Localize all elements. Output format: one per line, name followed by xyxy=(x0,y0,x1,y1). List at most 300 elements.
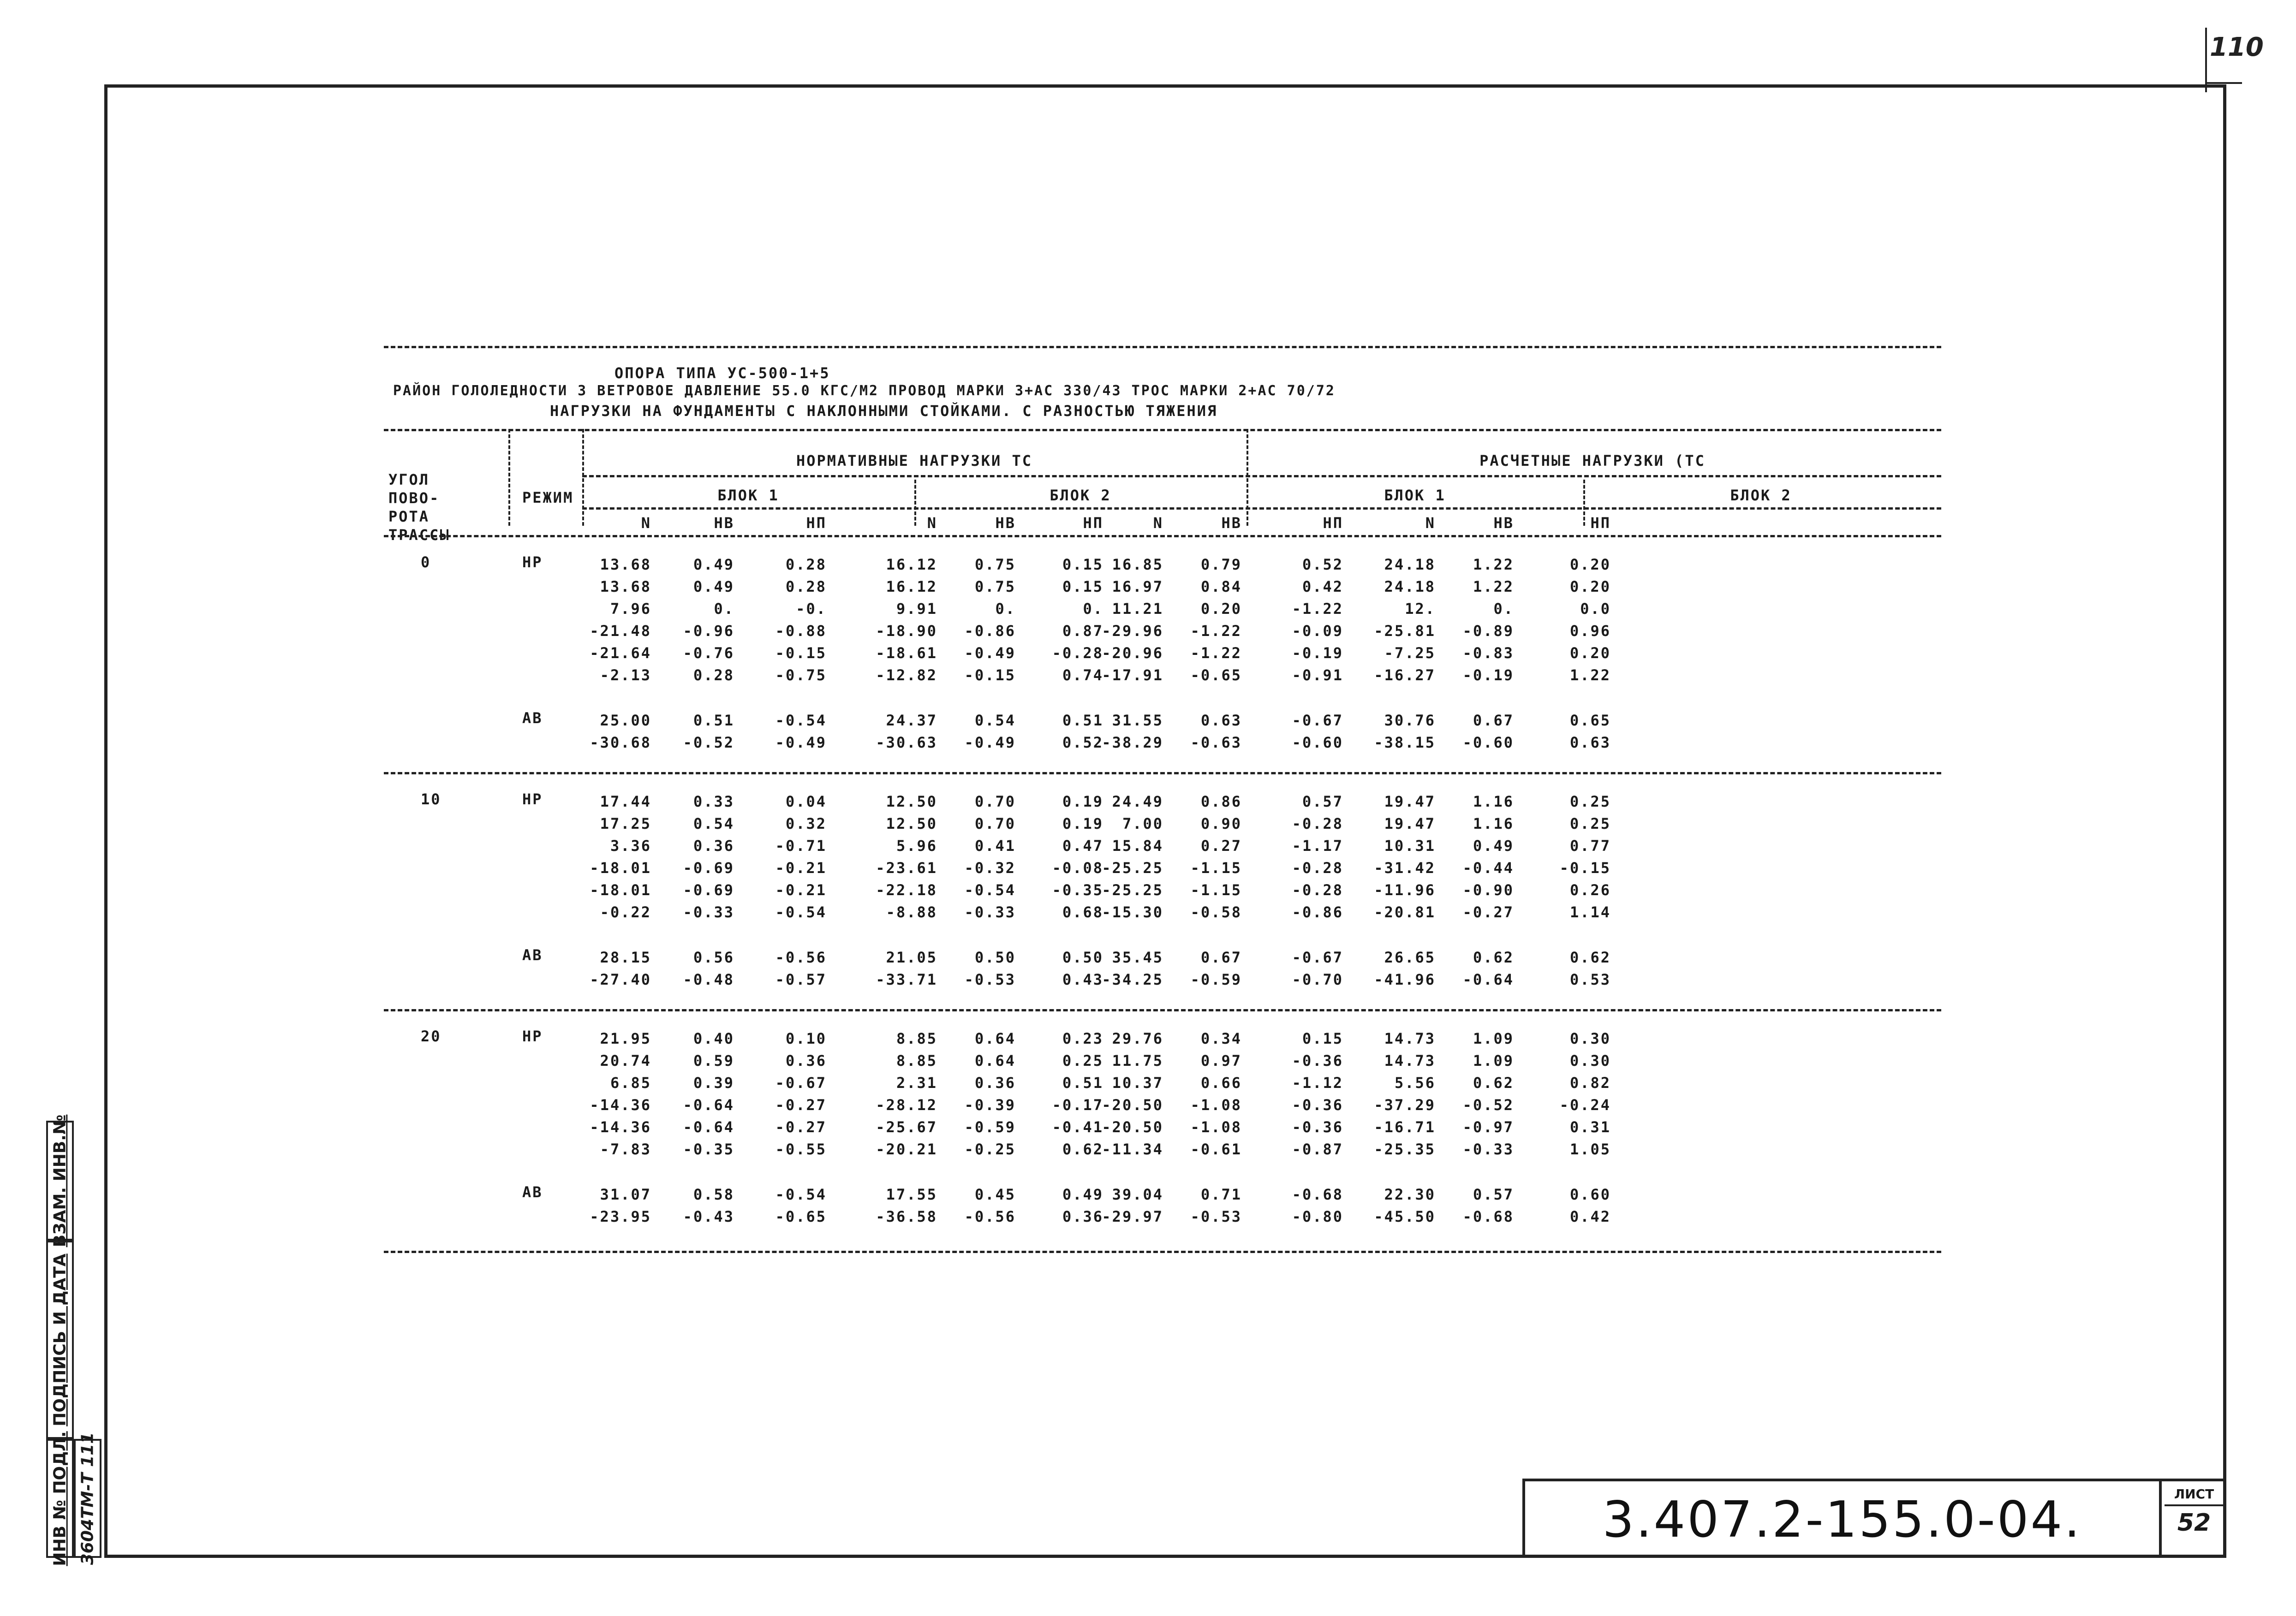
rule-group-separator xyxy=(384,772,1941,774)
header-norm-block1: БЛОК 1 xyxy=(717,487,779,504)
cell-np: 0.25 xyxy=(1569,793,1611,810)
cell-np: -0.08 xyxy=(1052,859,1103,877)
cell-n: 24.18 xyxy=(1384,578,1436,595)
cell-nv: 1.09 xyxy=(1473,1030,1514,1047)
cell-n: 5.96 xyxy=(896,837,937,855)
cell-nv: 0.64 xyxy=(974,1030,1016,1047)
cell-nv: 0.54 xyxy=(693,815,734,832)
header-normative: НОРМАТИВНЫЕ НАГРУЗКИ ТС xyxy=(796,452,1033,469)
cell-np: -0.71 xyxy=(775,837,827,855)
cell-nv: -1.15 xyxy=(1190,881,1242,899)
cell-nv: 0.54 xyxy=(974,712,1016,729)
cell-nv: 1.16 xyxy=(1473,793,1514,810)
cell-np: 0.62 xyxy=(1062,1141,1103,1158)
cell-np: 0.15 xyxy=(1062,578,1103,595)
cell-n: -34.25 xyxy=(1102,971,1163,988)
cell-np: 0.10 xyxy=(785,1030,827,1047)
cell-n: -31.42 xyxy=(1374,859,1436,877)
cell-np: 0.57 xyxy=(1302,793,1343,810)
vrule-norm-design xyxy=(1246,429,1248,526)
cell-n: -17.91 xyxy=(1102,666,1163,684)
cell-nv: -1.15 xyxy=(1190,859,1242,877)
cell-nv: -0.60 xyxy=(1462,734,1514,751)
cell-np: -0.65 xyxy=(775,1208,827,1225)
cell-nv: 0.49 xyxy=(693,556,734,573)
cell-nv: -0.27 xyxy=(1462,903,1514,921)
cell-np: -0.19 xyxy=(1292,644,1343,662)
cell-n: 8.85 xyxy=(896,1030,937,1047)
cell-n: 21.05 xyxy=(886,949,937,966)
col-header-np: НП xyxy=(806,514,827,532)
cell-nv: -0.76 xyxy=(683,644,734,662)
header-angle-3: РОТА xyxy=(388,508,430,525)
cell-n: 16.12 xyxy=(886,556,937,573)
cell-n: -38.29 xyxy=(1102,734,1163,751)
cell-n: 9.91 xyxy=(896,600,937,618)
cell-np: 0.60 xyxy=(1569,1186,1611,1203)
cell-n: -27.40 xyxy=(590,971,651,988)
cell-np: 0.50 xyxy=(1062,949,1103,966)
cell-nv: 0.36 xyxy=(693,837,734,855)
cell-np: -0.67 xyxy=(1292,949,1343,966)
cell-n: -25.67 xyxy=(876,1118,937,1136)
cell-np: 0.52 xyxy=(1062,734,1103,751)
cell-np: -0.70 xyxy=(1292,971,1343,988)
cell-n: 7.96 xyxy=(610,600,651,618)
cell-nv: 0.20 xyxy=(1200,600,1242,618)
cell-np: -0.21 xyxy=(775,859,827,877)
angle-label: 0 xyxy=(421,553,431,571)
cell-n: -11.34 xyxy=(1102,1141,1163,1158)
cell-np: 0.74 xyxy=(1062,666,1103,684)
cell-n: 11.21 xyxy=(1112,600,1163,618)
cell-n: -7.83 xyxy=(600,1141,651,1158)
cell-np: -0.54 xyxy=(775,712,827,729)
cell-nv: 0.36 xyxy=(974,1074,1016,1092)
cell-n: -7.25 xyxy=(1384,644,1436,662)
col-header-nv: НВ xyxy=(714,514,734,532)
cell-n: -29.97 xyxy=(1102,1208,1163,1225)
cell-nv: -0.83 xyxy=(1462,644,1514,662)
binding-signature-date xyxy=(46,1241,74,1439)
header-angle-4: ТРАССЫ xyxy=(388,526,450,544)
cell-n: 7.00 xyxy=(1122,815,1163,832)
cell-nv: -0.49 xyxy=(964,734,1016,751)
cell-n: 30.76 xyxy=(1384,712,1436,729)
cell-np: -0.67 xyxy=(775,1074,827,1092)
cell-n: 28.15 xyxy=(600,949,651,966)
cell-nv: 0.63 xyxy=(1200,712,1242,729)
cell-np: -0.36 xyxy=(1292,1052,1343,1069)
cell-n: -30.68 xyxy=(590,734,651,751)
vrule-angle xyxy=(508,429,510,526)
cell-nv: -0.58 xyxy=(1190,903,1242,921)
cell-np: -0.24 xyxy=(1559,1096,1611,1114)
cell-np: -1.17 xyxy=(1292,837,1343,855)
cell-np: 0.49 xyxy=(1062,1186,1103,1203)
cell-n: 16.97 xyxy=(1112,578,1163,595)
cell-np: -1.12 xyxy=(1292,1074,1343,1092)
cell-n: -11.96 xyxy=(1374,881,1436,899)
cell-nv: -0.54 xyxy=(964,881,1016,899)
cell-np: 0.47 xyxy=(1062,837,1103,855)
cell-nv: 0.27 xyxy=(1200,837,1242,855)
cell-np: 0.65 xyxy=(1569,712,1611,729)
cell-n: 17.25 xyxy=(600,815,651,832)
header-design-block2: БЛОК 2 xyxy=(1730,487,1792,504)
cell-nv: 0.66 xyxy=(1200,1074,1242,1092)
cell-np: -0.21 xyxy=(775,881,827,899)
cell-np: 0.30 xyxy=(1569,1052,1611,1069)
cell-n: -16.71 xyxy=(1374,1118,1436,1136)
cell-n: 8.85 xyxy=(896,1052,937,1069)
col-header-n: N xyxy=(641,514,651,532)
cell-n: -20.50 xyxy=(1102,1118,1163,1136)
cell-np: 0.28 xyxy=(785,578,827,595)
cell-nv: -0.32 xyxy=(964,859,1016,877)
cell-n: 11.75 xyxy=(1112,1052,1163,1069)
cell-nv: -1.22 xyxy=(1190,644,1242,662)
binding-strip xyxy=(46,1114,115,1566)
cell-nv: 1.09 xyxy=(1473,1052,1514,1069)
cell-n: 24.18 xyxy=(1384,556,1436,573)
cell-n: 24.37 xyxy=(886,712,937,729)
binding-note: 3604ТМ-Т 111 xyxy=(78,1432,97,1565)
col-header-n: N xyxy=(927,514,937,532)
cell-np: 0.20 xyxy=(1569,578,1611,595)
rule-header-bottom xyxy=(384,535,1941,537)
cell-nv: -1.08 xyxy=(1190,1118,1242,1136)
cell-n: -20.81 xyxy=(1374,903,1436,921)
cell-n: 12.50 xyxy=(886,793,937,810)
cell-np: -0.57 xyxy=(775,971,827,988)
cell-n: 25.00 xyxy=(600,712,651,729)
cell-nv: -0.39 xyxy=(964,1096,1016,1114)
cell-np: -0.35 xyxy=(1052,881,1103,899)
cell-nv: -0.64 xyxy=(1462,971,1514,988)
cell-nv: -0.61 xyxy=(1190,1141,1242,1158)
cell-n: -38.15 xyxy=(1374,734,1436,751)
title-line-2: РАЙОН ГОЛОЛЕДНОСТИ 3 ВЕТРОВОЕ ДАВЛЕНИЕ 55.0 КГС/М2 ПРОВОД МАРКИ 3+АС 330/43 ТРОС МАРКИ 2+АС 70/72 xyxy=(393,383,1336,399)
cell-np: 0.77 xyxy=(1569,837,1611,855)
cell-nv: -0.64 xyxy=(683,1096,734,1114)
cell-nv: -0.33 xyxy=(1462,1141,1514,1158)
cell-np: -0.56 xyxy=(775,949,827,966)
cell-np: 0.53 xyxy=(1569,971,1611,988)
cell-n: 20.74 xyxy=(600,1052,651,1069)
cell-n: 24.49 xyxy=(1112,793,1163,810)
cell-np: -0.27 xyxy=(775,1096,827,1114)
cell-np: 0. xyxy=(1083,600,1103,618)
cell-np: -0.55 xyxy=(775,1141,827,1158)
cell-n: 10.37 xyxy=(1112,1074,1163,1092)
load-table-printout xyxy=(384,346,1941,1342)
cell-n: 17.55 xyxy=(886,1186,937,1203)
cell-np: -0.17 xyxy=(1052,1096,1103,1114)
cell-n: -33.71 xyxy=(876,971,937,988)
cell-nv: -0.33 xyxy=(683,903,734,921)
cell-n: 31.07 xyxy=(600,1186,651,1203)
cell-nv: -0.49 xyxy=(964,644,1016,662)
cell-nv: -0.15 xyxy=(964,666,1016,684)
cell-nv: 0.40 xyxy=(693,1030,734,1047)
cell-n: -18.61 xyxy=(876,644,937,662)
mode-label: АВ xyxy=(522,709,543,727)
cell-n: 2.31 xyxy=(896,1074,937,1092)
cell-np: 0.42 xyxy=(1302,578,1343,595)
cell-nv: 0. xyxy=(995,600,1016,618)
cell-n: -14.36 xyxy=(590,1096,651,1114)
cell-n: -23.95 xyxy=(590,1208,651,1225)
cell-np: 0.68 xyxy=(1062,903,1103,921)
cell-n: 3.36 xyxy=(610,837,651,855)
cell-np: 0.0 xyxy=(1580,600,1611,618)
cell-np: 0.96 xyxy=(1569,622,1611,640)
cell-np: -0.28 xyxy=(1292,815,1343,832)
cell-n: -23.61 xyxy=(876,859,937,877)
cell-nv: -0.44 xyxy=(1462,859,1514,877)
cell-np: -0.28 xyxy=(1052,644,1103,662)
cell-nv: 0.50 xyxy=(974,949,1016,966)
cell-np: -0. xyxy=(796,600,827,618)
cell-nv: -0.89 xyxy=(1462,622,1514,640)
header-design: РАСЧЕТНЫЕ НАГРУЗКИ (ТС xyxy=(1479,452,1706,469)
cell-nv: -0.59 xyxy=(964,1118,1016,1136)
cell-n: 17.44 xyxy=(600,793,651,810)
cell-nv: 0.62 xyxy=(1473,1074,1514,1092)
cell-np: -0.60 xyxy=(1292,734,1343,751)
cell-np: 0.23 xyxy=(1062,1030,1103,1047)
cell-nv: 0.62 xyxy=(1473,949,1514,966)
cell-nv: -0.48 xyxy=(683,971,734,988)
header-angle-2: ПОВО- xyxy=(388,489,440,507)
cell-np: -0.41 xyxy=(1052,1118,1103,1136)
cell-np: 0.30 xyxy=(1569,1030,1611,1047)
cell-n: -28.12 xyxy=(876,1096,937,1114)
col-header-n: N xyxy=(1153,514,1163,532)
cell-np: -1.22 xyxy=(1292,600,1343,618)
vrule-mode xyxy=(582,429,584,526)
cell-n: -15.30 xyxy=(1102,903,1163,921)
binding-signature-date-label: ПОДПИСЬ И ДАТА xyxy=(50,1253,70,1426)
title-block xyxy=(1522,1479,2159,1558)
cell-nv: -0.63 xyxy=(1190,734,1242,751)
cell-n: -21.64 xyxy=(590,644,651,662)
cell-np: -0.91 xyxy=(1292,666,1343,684)
cell-n: -16.27 xyxy=(1374,666,1436,684)
cell-np: 0.31 xyxy=(1569,1118,1611,1136)
cell-nv: 0.70 xyxy=(974,793,1016,810)
rule-header-sub xyxy=(582,507,1941,510)
cell-n: -36.58 xyxy=(876,1208,937,1225)
cell-np: 0.43 xyxy=(1062,971,1103,988)
cell-n: 14.73 xyxy=(1384,1030,1436,1047)
cell-n: 13.68 xyxy=(600,556,651,573)
cell-n: 35.45 xyxy=(1112,949,1163,966)
header-angle xyxy=(388,470,450,544)
cell-nv: 0.41 xyxy=(974,837,1016,855)
cell-np: 0.04 xyxy=(785,793,827,810)
cell-n: 12.50 xyxy=(886,815,937,832)
cell-np: 0.36 xyxy=(1062,1208,1103,1225)
cell-nv: 0.34 xyxy=(1200,1030,1242,1047)
cell-n: -25.25 xyxy=(1102,859,1163,877)
cell-n: -25.81 xyxy=(1374,622,1436,640)
sheet-label: ЛИСТ xyxy=(2165,1484,2224,1506)
cell-np: -0.54 xyxy=(775,1186,827,1203)
cell-nv: 0.67 xyxy=(1473,712,1514,729)
cell-n: 10.31 xyxy=(1384,837,1436,855)
cell-n: -30.63 xyxy=(876,734,937,751)
cell-n: -25.35 xyxy=(1374,1141,1436,1158)
header-angle-1: УГОЛ xyxy=(388,471,430,488)
cell-nv: -1.22 xyxy=(1190,622,1242,640)
cell-nv: 0.58 xyxy=(693,1186,734,1203)
cell-np: 0.25 xyxy=(1062,1052,1103,1069)
cell-np: 0.42 xyxy=(1569,1208,1611,1225)
mode-label: АВ xyxy=(522,1183,543,1201)
col-header-np: НП xyxy=(1323,514,1343,532)
cell-nv: 1.16 xyxy=(1473,815,1514,832)
cell-nv: 0.70 xyxy=(974,815,1016,832)
cell-nv: -0.68 xyxy=(1462,1208,1514,1225)
cell-n: 6.85 xyxy=(610,1074,651,1092)
cell-n: -18.01 xyxy=(590,859,651,877)
binding-replaces-inv-label: ВЗАМ. ИНВ.№ xyxy=(50,1114,70,1247)
cell-n: -20.21 xyxy=(876,1141,937,1158)
cell-np: -0.87 xyxy=(1292,1141,1343,1158)
cell-np: 0.87 xyxy=(1062,622,1103,640)
cell-n: 19.47 xyxy=(1384,815,1436,832)
cell-n: 21.95 xyxy=(600,1030,651,1047)
title-line-1: ОПОРА ТИПА УС-500-1+5 xyxy=(614,364,830,382)
cell-np: -0.88 xyxy=(775,622,827,640)
cell-nv: -0.56 xyxy=(964,1208,1016,1225)
cell-nv: 0.28 xyxy=(693,666,734,684)
cell-nv: -0.69 xyxy=(683,881,734,899)
title-line-3: НАГРУЗКИ НА ФУНДАМЕНТЫ С НАКЛОННЫМИ СТОЙКАМИ. С РАЗНОСТЬЮ ТЯЖЕНИЯ xyxy=(550,402,1218,420)
angle-label: 20 xyxy=(421,1028,441,1045)
cell-np: -0.15 xyxy=(775,644,827,662)
angle-label: 10 xyxy=(421,790,441,808)
cell-n: -29.96 xyxy=(1102,622,1163,640)
cell-np: -0.15 xyxy=(1559,859,1611,877)
mode-label: НР xyxy=(522,553,543,571)
rule-bottom xyxy=(384,1251,1941,1253)
cell-np: -0.67 xyxy=(1292,712,1343,729)
cell-n: 29.76 xyxy=(1112,1030,1163,1047)
binding-inv-orig-label: ИНВ № ПОДЛ. xyxy=(50,1431,70,1566)
cell-nv: 0.67 xyxy=(1200,949,1242,966)
cell-n: -20.96 xyxy=(1102,644,1163,662)
mode-label: НР xyxy=(522,1028,543,1045)
binding-note-cell xyxy=(74,1432,101,1565)
cell-nv: 1.22 xyxy=(1473,556,1514,573)
cell-nv: -0.90 xyxy=(1462,881,1514,899)
cell-n: -45.50 xyxy=(1374,1208,1436,1225)
cell-np: 0.51 xyxy=(1062,1074,1103,1092)
cell-nv: 0.84 xyxy=(1200,578,1242,595)
cell-np: 0.19 xyxy=(1062,793,1103,810)
binding-inv-orig xyxy=(46,1431,74,1566)
cell-np: -0.36 xyxy=(1292,1096,1343,1114)
cell-np: 0.51 xyxy=(1062,712,1103,729)
document-code: 3.407.2-155.0-04. xyxy=(1602,1491,2082,1549)
cell-n: -12.82 xyxy=(876,666,937,684)
cell-np: 0.82 xyxy=(1569,1074,1611,1092)
cell-nv: 0. xyxy=(1493,600,1514,618)
cell-nv: -0.33 xyxy=(964,903,1016,921)
cell-np: 1.14 xyxy=(1569,903,1611,921)
cell-nv: -0.64 xyxy=(683,1118,734,1136)
cell-nv: -0.52 xyxy=(683,734,734,751)
cell-nv: 0.57 xyxy=(1473,1186,1514,1203)
cell-n: 16.85 xyxy=(1112,556,1163,573)
cell-np: -0.27 xyxy=(775,1118,827,1136)
col-header-nv: НВ xyxy=(1493,514,1514,532)
rule-header-mid xyxy=(582,475,1941,477)
cell-nv: 0.56 xyxy=(693,949,734,966)
cell-n: 19.47 xyxy=(1384,793,1436,810)
cell-np: 0.63 xyxy=(1569,734,1611,751)
col-header-nv: НВ xyxy=(1221,514,1242,532)
cell-np: 1.05 xyxy=(1569,1141,1611,1158)
cell-n: 39.04 xyxy=(1112,1186,1163,1203)
cell-np: 0.15 xyxy=(1062,556,1103,573)
cell-n: -20.50 xyxy=(1102,1096,1163,1114)
header-design-block1: БЛОК 1 xyxy=(1384,487,1446,504)
rule-top xyxy=(384,346,1941,348)
cell-n: 15.84 xyxy=(1112,837,1163,855)
col-header-np: НП xyxy=(1083,514,1103,532)
corner-page-number: 110 xyxy=(2210,32,2264,62)
cell-nv: -0.96 xyxy=(683,622,734,640)
cell-np: 0.20 xyxy=(1569,556,1611,573)
cell-np: 0.15 xyxy=(1302,1030,1343,1047)
cell-nv: 0.49 xyxy=(1473,837,1514,855)
cell-np: -0.54 xyxy=(775,903,827,921)
cell-n: 5.56 xyxy=(1394,1074,1436,1092)
cell-np: -0.09 xyxy=(1292,622,1343,640)
sheet-number: 52 xyxy=(2177,1509,2211,1537)
cell-n: -25.25 xyxy=(1102,881,1163,899)
cell-nv: -0.52 xyxy=(1462,1096,1514,1114)
cell-np: 0.25 xyxy=(1569,815,1611,832)
cell-nv: 1.22 xyxy=(1473,578,1514,595)
cell-nv: 0.45 xyxy=(974,1186,1016,1203)
col-header-n: N xyxy=(1425,514,1436,532)
cell-nv: -0.65 xyxy=(1190,666,1242,684)
cell-nv: -0.35 xyxy=(683,1141,734,1158)
cell-n: -22.18 xyxy=(876,881,937,899)
cell-n: -41.96 xyxy=(1374,971,1436,988)
cell-nv: -0.59 xyxy=(1190,971,1242,988)
cell-nv: 0.90 xyxy=(1200,815,1242,832)
cell-n: -14.36 xyxy=(590,1118,651,1136)
cell-np: 0.26 xyxy=(1569,881,1611,899)
header-norm-block2: БЛОК 2 xyxy=(1050,487,1111,504)
cell-nv: 0.71 xyxy=(1200,1186,1242,1203)
cell-n: -18.90 xyxy=(876,622,937,640)
cell-np: -0.28 xyxy=(1292,881,1343,899)
cell-n: -37.29 xyxy=(1374,1096,1436,1114)
mode-label: НР xyxy=(522,790,543,808)
binding-replaces-inv xyxy=(46,1114,74,1247)
cell-n: -21.48 xyxy=(590,622,651,640)
cell-np: 0.20 xyxy=(1569,644,1611,662)
cell-nv: 0.79 xyxy=(1200,556,1242,573)
cell-n: -18.01 xyxy=(590,881,651,899)
